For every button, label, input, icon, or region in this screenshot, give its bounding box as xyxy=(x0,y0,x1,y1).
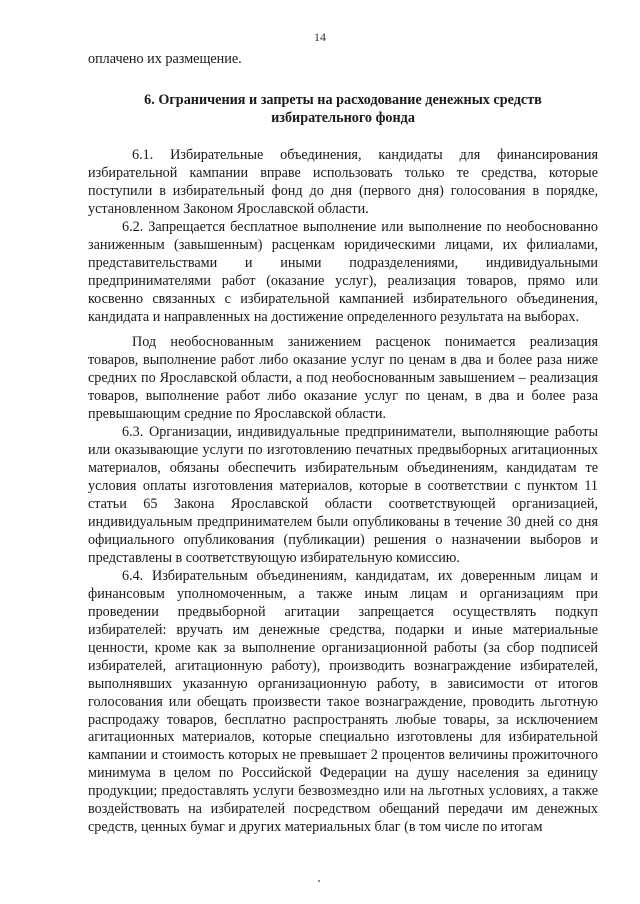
document-body xyxy=(88,51,598,837)
paragraph-6-2: 6.2. Запрещается бесплатное выполнение или выполнение по необоснованно заниженным (завышенным) расценкам юридическими лицами, их филиалами, представительствами и иными подразделениями, индивидуальными предпринимателями работ (оказание услуг), реализация товаров, прямо или косвенно связанных с избирательной кампанией избирательного объединения, кандидата и направленных на достижение определенного результата на выборах. xyxy=(88,218,598,325)
paragraph-6-3: 6.3. Организации, индивидуальные предприниматели, выполняющие работы или оказывающие услуги по изготовлению печатных предвыборных агитационных материалов, обязаны обеспечить избирательным объединениям, кандидатам те условия оплаты изготовления материалов, которые в соответствии с пунктом 11 статьи 65 Закона Ярославской области соответствующей организацией, индивидуальным предпринимателем были опубликованы в течение 30 дней со дня официального опубликования (публикации) решения о назначении выборов и представлены в соответствующую избирательную комиссию. xyxy=(88,424,598,566)
paragraph-gap xyxy=(88,326,598,334)
section-heading xyxy=(88,91,598,127)
page-number: 14 xyxy=(314,30,326,44)
paragraph-6-4: 6.4. Избирательным объединениям, кандидатам, их доверенным лицам и финансовым уполномоченным, а также иным лицам и организациям при проведении предвыборной агитации запрещается осуществлять подкуп избирателей: вручать им денежные средства, подарки и иные материальные ценности, кроме как за выполнение организационной работы (за сбор подписей избирателей, агитационную работу), производить вознаграждение избирателей, выполнявших указанную организационную работу, в зависимости от итогов голосования или обещать произвести такое вознаграждение, проводить льготную распродажу товаров, бесплатно распространять любые товары, за исключением агитационных материалов, которые специально изготовлены для избирательной кампании и стоимость которых не превышает 2 процентов величины прожиточного минимума в целом по Российской Федерации на душу населения за единицу продукции; предоставлять услуги безвозмездно или на льготных условиях, а также воздействовать на избирателей посредством обещаний передачи им денежных средств, ценных бумаг и других материальных благ (в том числе по итогам xyxy=(88,567,598,836)
section-heading-line-1: 6. Ограничения и запреты на расходование денежных средств xyxy=(144,91,542,108)
paragraph-6-2-definition: Под необоснованным занижением расценок понимается реализация товаров, выполнение работ либо оказание услуг по ценам в два и более раза ниже средних по Ярославской области, а под необоснованным завышением – реализация товаров, выполнение работ либо оказание услуг по ценам, в два и более раза превышающим средние по Ярославской области. xyxy=(88,334,598,423)
continuation-line: оплачено их размещение. xyxy=(88,51,242,67)
paragraph-6-1: 6.1. Избирательные объединения, кандидаты для финансирования избирательной кампании вправе использовать только те средства, которые поступили в избирательный фонд до дня (первого дня) голосования в порядке, установленном Законом Ярославской области. xyxy=(88,146,598,217)
section-heading-line-2: избирательного фонда xyxy=(271,109,415,126)
scan-speck xyxy=(318,880,320,882)
